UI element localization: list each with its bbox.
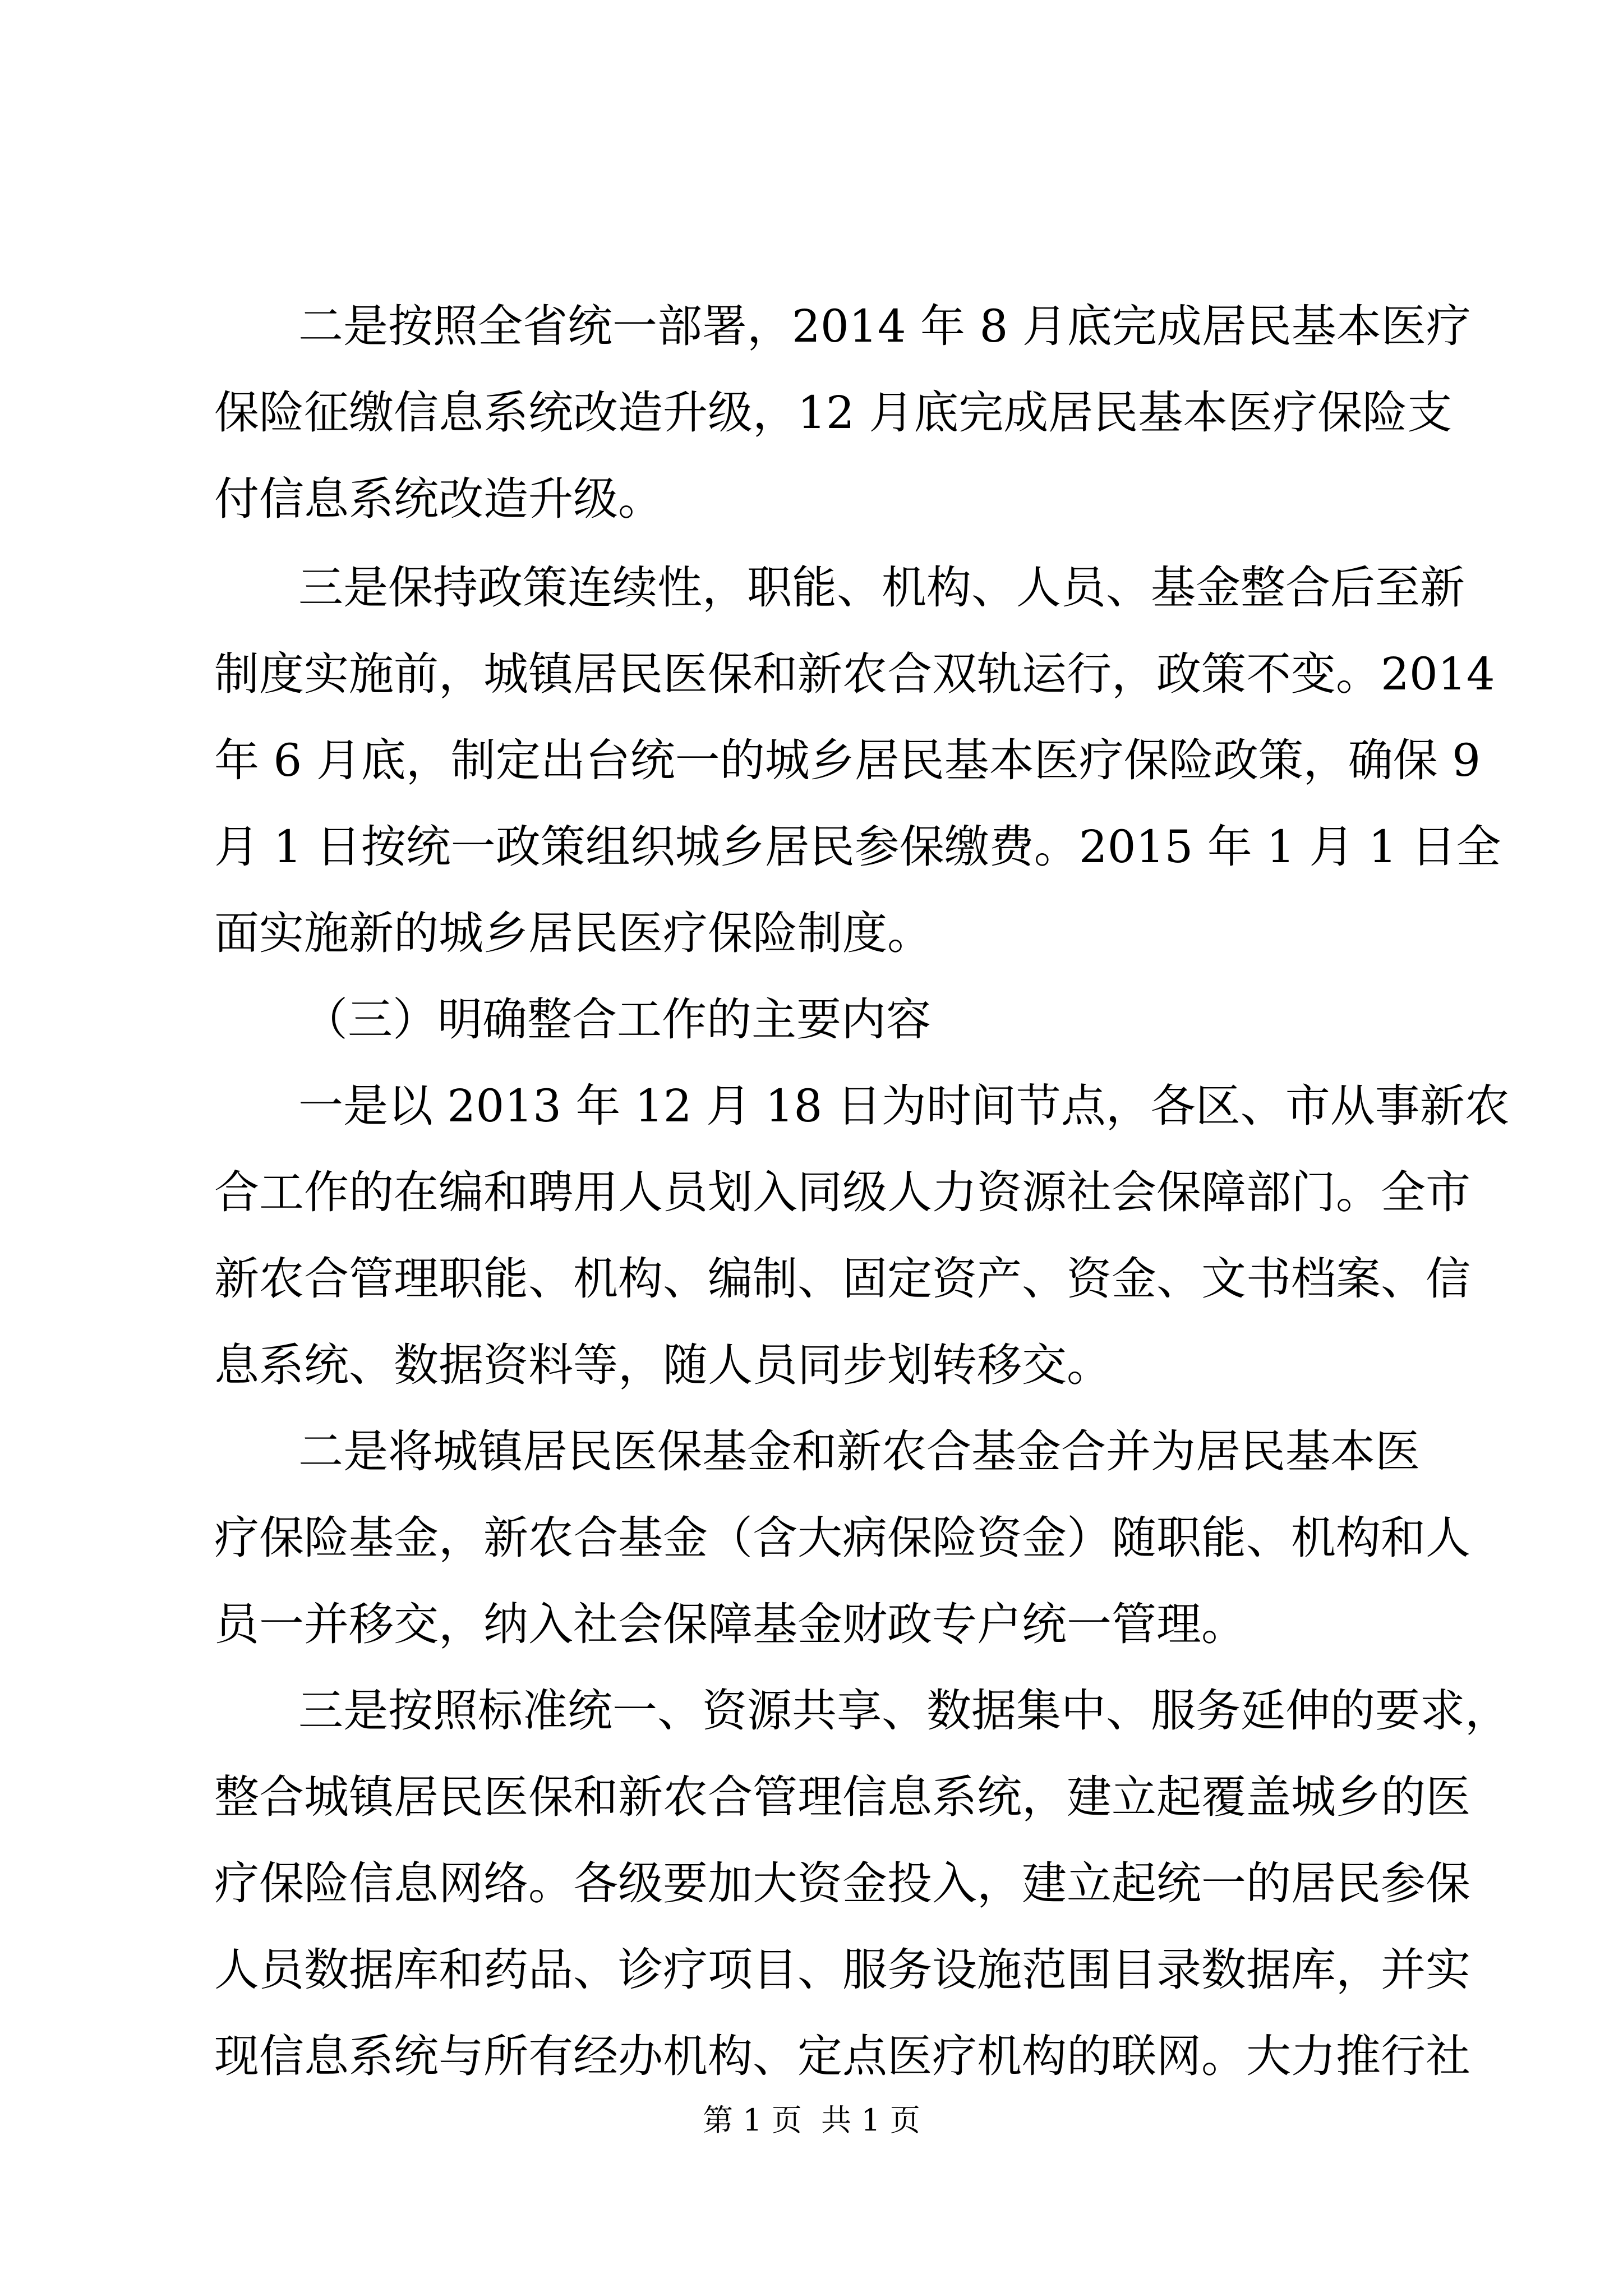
text-line: 面实施新的城乡居民医疗保险制度。 [214, 907, 932, 959]
text-line: 三是按照标准统一、资源共享、数据集中、服务延伸的要求， [298, 1685, 1510, 1737]
section-heading: （三）明确整合工作的主要内容 [303, 993, 931, 1046]
page-footer: 第 1 页 共 1 页 [703, 2102, 920, 2138]
text-line: 人员数据库和药品、诊疗项目、服务设施范围目录数据库，并实 [214, 1944, 1470, 1996]
text-line: 合工作的在编和聘用人员划入同级人力资源社会保障部门。全市 [214, 1166, 1470, 1218]
text-line: 年 6 月底，制定出台统一的城乡居民基本医疗保险政策，确保 9 [214, 734, 1481, 786]
text-line: 二是将城镇居民医保基金和新农合基金合并为居民基本医 [298, 1425, 1420, 1478]
text-line: 月 1 日按统一政策组织城乡居民参保缴费。2015 年 1 月 1 日全 [214, 821, 1501, 873]
text-line: 疗保险信息网络。各级要加大资金投入，建立起统一的居民参保 [214, 1857, 1470, 1910]
text-line: 付信息系统改造升级。 [214, 473, 663, 525]
text-line: 新农合管理职能、机构、编制、固定资产、资金、文书档案、信 [214, 1253, 1470, 1305]
text-line: 三是保持政策连续性，职能、机构、人员、基金整合后至新 [298, 562, 1465, 614]
text-line: 员一并移交，纳入社会保障基金财政专户统一管理。 [214, 1598, 1246, 1650]
text-line: 保险征缴信息系统改造升级，12 月底完成居民基本医疗保险支 [214, 386, 1453, 439]
text-line: 制度实施前，城镇居民医保和新农合双轨运行，政策不变。2014 [214, 648, 1495, 700]
text-line: 息系统、数据资料等，随人员同步划转移交。 [214, 1339, 1112, 1391]
text-line: 整合城镇居民医保和新农合管理信息系统，建立起覆盖城乡的医 [214, 1771, 1470, 1823]
text-line: 现信息系统与所有经办机构、定点医疗机构的联网。大力推行社 [214, 2030, 1470, 2082]
text-line: 二是按照全省统一部署，2014 年 8 月底完成居民基本医疗 [298, 300, 1471, 352]
text-line: 疗保险基金，新农合基金（含大病保险资金）随职能、机构和人 [214, 1512, 1470, 1564]
text-line: 一是以 2013 年 12 月 18 日为时间节点，各区、市从事新农 [298, 1080, 1510, 1132]
